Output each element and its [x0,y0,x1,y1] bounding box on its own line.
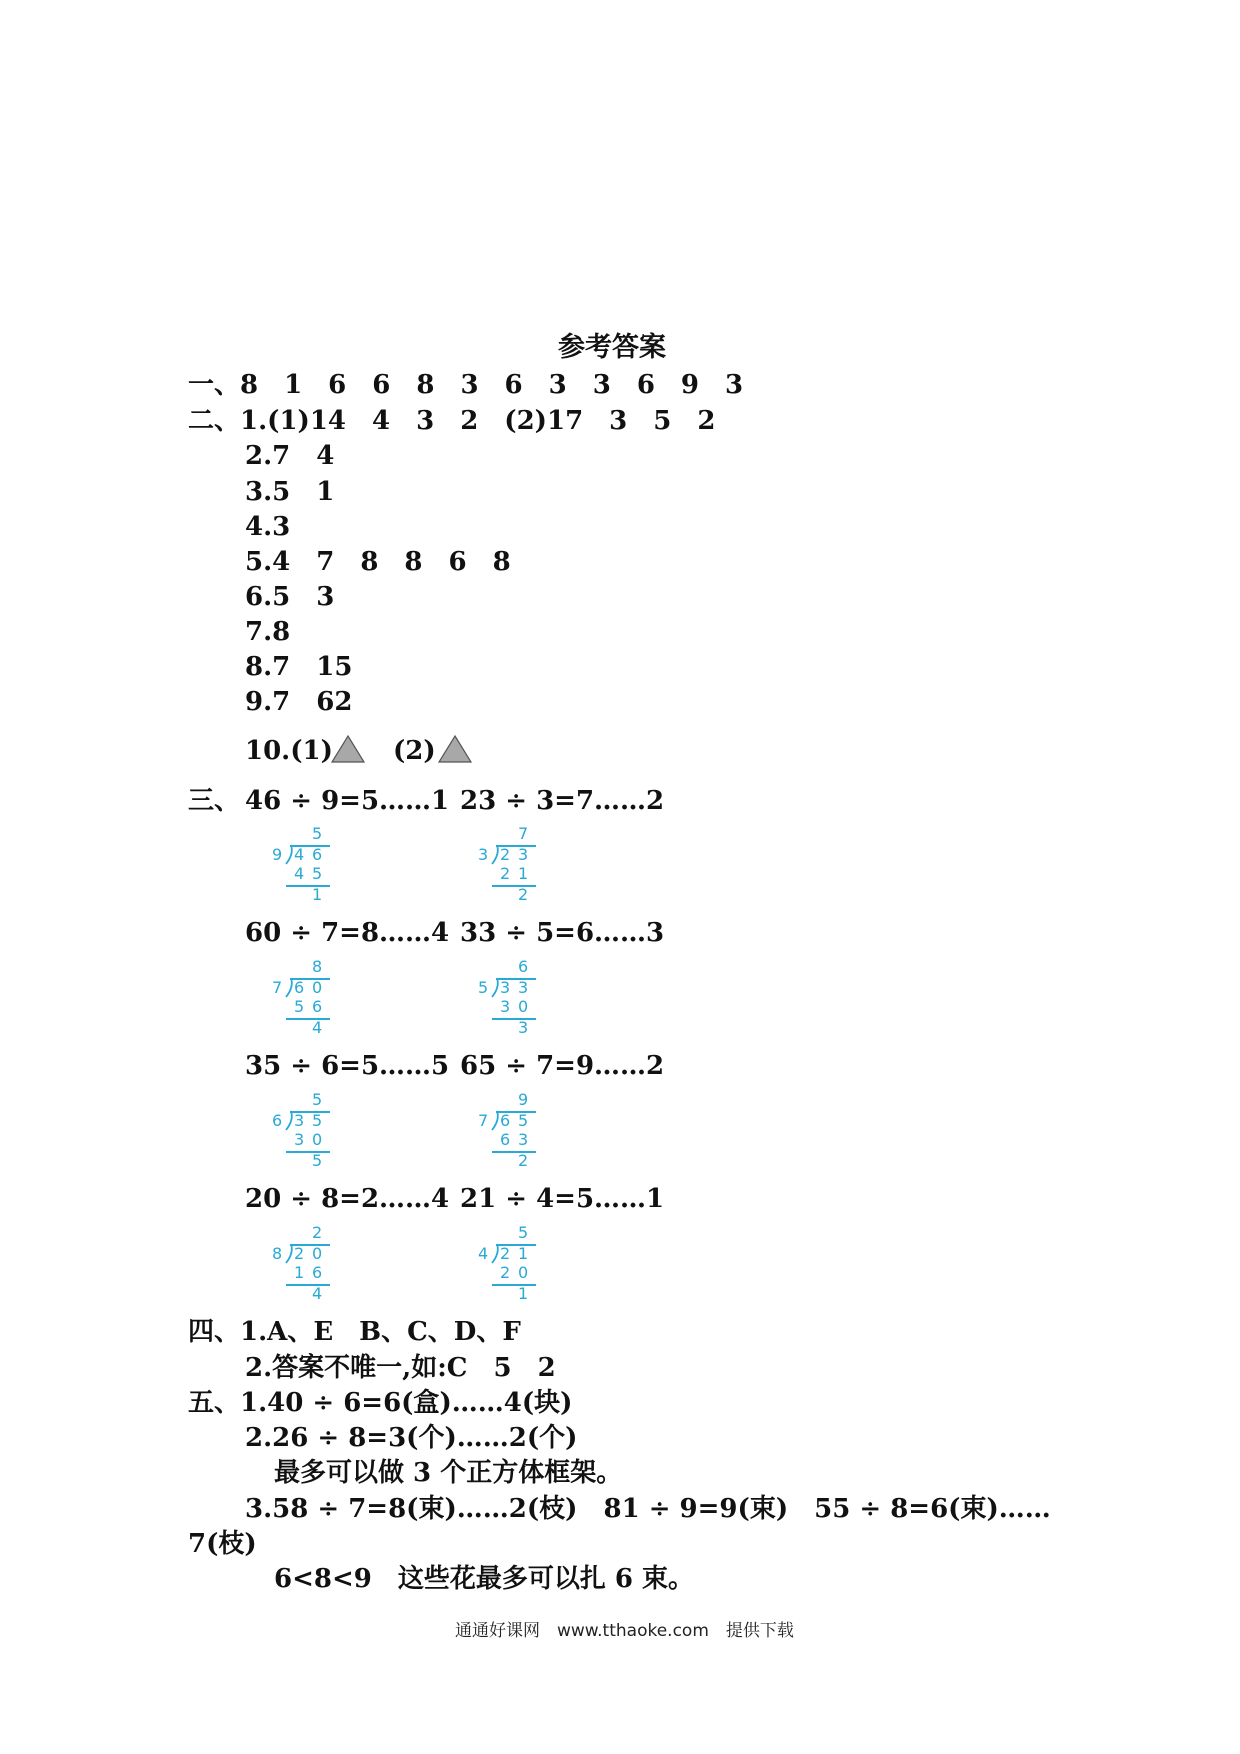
division-equation: 35 ÷ 6=5……5 [245,1051,450,1081]
section-5-line-3: 最多可以做 3 个正方体框架。 [274,1458,623,1488]
section-5-line-5: 7(枝) [188,1529,257,1559]
product-digit: 6 [500,1130,511,1149]
division-equation: 65 ÷ 7=9……2 [460,1051,665,1081]
subtraction-line [492,885,536,887]
dividend-digit: 3 [518,978,529,997]
page-title: 参考答案 [558,332,666,363]
divisor-digit: 3 [478,845,489,864]
section-2-line-7: 7.8 [245,617,291,647]
dividend-digit: 5 [518,1111,529,1130]
dividend-digit: 4 [294,845,305,864]
subtraction-line [492,1151,536,1153]
dividend-digit: 5 [312,1111,323,1130]
product-digit: 2 [500,1263,511,1282]
section-5-line-4: 3.58 ÷ 7=8(束)……2(枝) 81 ÷ 9=9(束) 55 ÷ 8=6(束)…… [245,1494,1051,1524]
divisor-digit: 5 [478,978,489,997]
section-4-line-2: 2.答案不唯一,如:C 5 2 [245,1353,556,1383]
section-1-answers: 一、8 1 6 6 8 3 6 3 3 6 9 3 [188,370,744,400]
quotient-digit: 8 [312,957,323,976]
dividend-digit: 1 [518,1244,529,1263]
quotient-digit: 5 [312,1090,323,1109]
division-equation: 23 ÷ 3=7……2 [460,786,665,816]
remainder-digit: 3 [518,1018,529,1037]
section-5-line-6: 6<8<9 这些花最多可以扎 6 束。 [274,1564,695,1594]
product-digit: 2 [500,864,511,883]
product-digit: 0 [518,1263,529,1282]
dividend-digit: 6 [500,1111,511,1130]
divisor-digit: 6 [272,1111,283,1130]
product-digit: 3 [518,1130,529,1149]
subtraction-line [492,1018,536,1020]
remainder-digit: 4 [312,1018,323,1037]
section-2-line-1: 二、1.(1)14 4 3 2 (2)17 3 5 2 [188,406,716,436]
subtraction-line [492,1284,536,1286]
subtraction-line [286,1284,330,1286]
product-digit: 1 [518,864,529,883]
subtraction-line [286,885,330,887]
triangle-icon [330,734,366,764]
product-digit: 0 [312,1130,323,1149]
quotient-digit: 6 [518,957,529,976]
divisor-digit: 9 [272,845,283,864]
divisor-digit: 4 [478,1244,489,1263]
section-4-line-1: 四、1.A、E B、C、D、F [188,1317,521,1347]
dividend-digit: 2 [294,1244,305,1263]
remainder-digit: 2 [518,885,529,904]
product-digit: 3 [294,1130,305,1149]
section-2-q10-part1: 10.(1) [245,736,333,766]
remainder-digit: 1 [312,885,323,904]
section-2-line-2: 2.7 4 [245,441,335,471]
dividend-digit: 2 [500,1244,511,1263]
dividend-digit: 3 [294,1111,305,1130]
section-2-line-6: 6.5 3 [245,582,335,612]
quotient-digit: 7 [518,824,529,843]
product-digit: 0 [518,997,529,1016]
dividend-digit: 3 [500,978,511,997]
division-equation: 46 ÷ 9=5……1 [245,786,450,816]
quotient-digit: 9 [518,1090,529,1109]
division-equation: 20 ÷ 8=2……4 [245,1184,450,1214]
remainder-digit: 5 [312,1151,323,1170]
product-digit: 6 [312,997,323,1016]
quotient-digit: 5 [518,1223,529,1242]
dividend-digit: 3 [518,845,529,864]
product-digit: 6 [312,1263,323,1282]
section-2-line-4: 4.3 [245,512,291,542]
section-2-line-9: 9.7 62 [245,687,353,717]
subtraction-line [286,1018,330,1020]
remainder-digit: 4 [312,1284,323,1303]
section-2-line-5: 5.4 7 8 8 6 8 [245,547,511,577]
footer-source: 通通好课网 www.tthaoke.com 提供下载 [455,1621,794,1641]
product-digit: 4 [294,864,305,883]
division-equation: 21 ÷ 4=5……1 [460,1184,665,1214]
section-5-line-1: 五、1.40 ÷ 6=6(盒)……4(块) [188,1388,573,1418]
divisor-digit: 7 [478,1111,489,1130]
division-equation: 60 ÷ 7=8……4 [245,918,450,948]
remainder-digit: 1 [518,1284,529,1303]
dividend-digit: 0 [312,978,323,997]
dividend-digit: 0 [312,1244,323,1263]
section-2-line-8: 8.7 15 [245,652,353,682]
remainder-digit: 2 [518,1151,529,1170]
subtraction-line [286,1151,330,1153]
division-equation: 33 ÷ 5=6……3 [460,918,665,948]
product-digit: 3 [500,997,511,1016]
section-5-line-2: 2.26 ÷ 8=3(个)……2(个) [245,1423,578,1453]
quotient-digit: 2 [312,1223,323,1242]
triangle-icon [437,734,473,764]
dividend-digit: 6 [312,845,323,864]
product-digit: 5 [312,864,323,883]
product-digit: 5 [294,997,305,1016]
dividend-digit: 2 [500,845,511,864]
divisor-digit: 8 [272,1244,283,1263]
divisor-digit: 7 [272,978,283,997]
section-2-line-3: 3.5 1 [245,477,335,507]
quotient-digit: 5 [312,824,323,843]
product-digit: 1 [294,1263,305,1282]
section-3-prefix: 三、 [188,786,241,816]
section-2-q10-part2: (2) [393,736,436,766]
dividend-digit: 6 [294,978,305,997]
